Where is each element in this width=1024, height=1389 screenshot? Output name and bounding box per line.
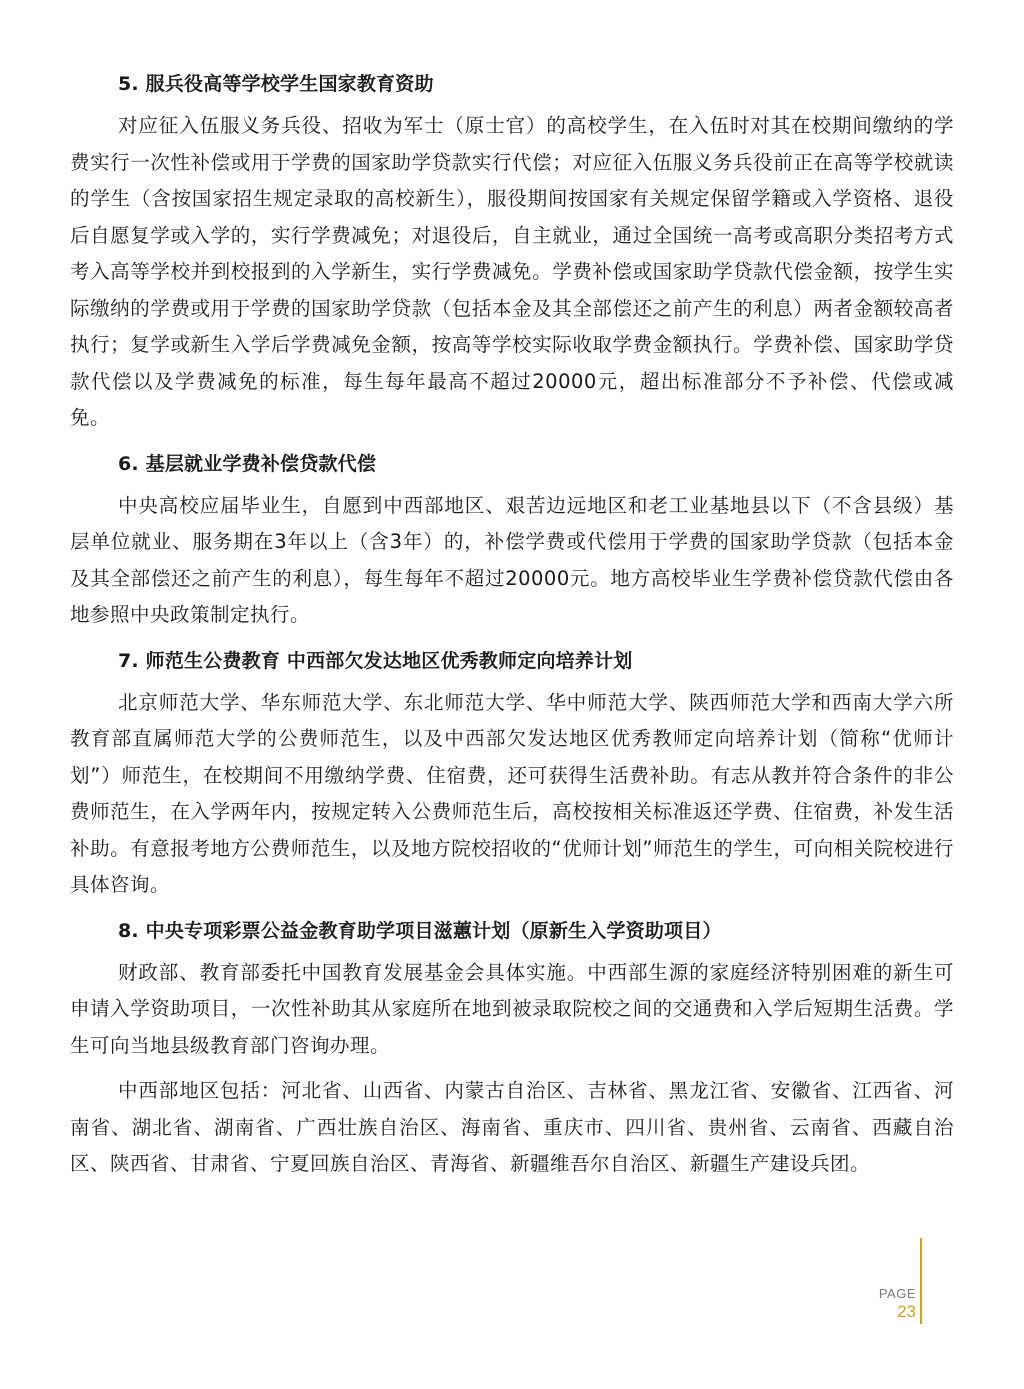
footer-divider: [920, 1238, 922, 1324]
section-6: [70, 446, 954, 634]
section-paragraph: 财政部、教育部委托中国教育发展基金会具体实施。中西部生源的家庭经济特别困难的新生可申请入学资助项目，一次性补助其从家庭所在地到被录取院校之间的交通费和入学后短期生活费。学生可向当地县级教育部门咨询办理。: [70, 960, 954, 1057]
section-paragraph: 中西部地区包括：河北省、山西省、内蒙古自治区、吉林省、黑龙江省、安徽省、江西省、河南省、湖北省、湖南省、广西壮族自治区、海南省、重庆市、四川省、贵州省、云南省、西藏自治区、陕西省、甘肃省、宁夏回族自治区、青海省、新疆维吾尔自治区、新疆生产建设兵团。: [70, 1079, 954, 1175]
page-label: PAGE: [878, 1286, 916, 1301]
section-paragraph: 中央高校应届毕业生，自愿到中西部地区、艰苦边远地区和老工业基地县以下（不含县级）基层单位就业、服务期在3年以上（含3年）的，补偿学费或代偿用于学费的国家助学贷款（包括本金及其全部偿还之前产生的利息），每生每年不超过20000元。地方高校毕业生学费补偿贷款代偿由各地参照中央政策制定执行。: [70, 493, 954, 626]
section-8: [70, 913, 954, 1183]
section-heading: 8. 中央专项彩票公益金教育助学项目滋蕙计划（原新生入学资助项目）: [118, 919, 722, 942]
section-heading: 6. 基层就业学费补偿贷款代偿: [118, 452, 377, 475]
document-body: [70, 66, 954, 1192]
section-5: [70, 66, 954, 437]
section-7: [70, 643, 954, 904]
section-heading: 5. 服兵役高等学校学生国家教育资助: [118, 73, 434, 95]
section-paragraph: 北京师范大学、华东师范大学、东北师范大学、华中师范大学、陕西师范大学和西南大学六所教育部直属师范大学的公费师范生，以及中西部欠发达地区优秀教师定向培养计划（简称“优师计划”）师范生，在校期间不用缴纳学费、住宿费，还可获得生活费补助。有志从教并符合条件的非公费师范生，在入学两年内，按规定转入公费师范生后，高校按相关标准返还学费、住宿费，补发生活补助。有意报考地方公费师范生，以及地方院校招收的“优师计划”师范生的学生，可向相关院校进行具体咨询。: [70, 690, 954, 896]
section-paragraph: 对应征入伍服义务兵役、招收为军士（原士官）的高校学生，在入伍时对其在校期间缴纳的学费实行一次性补偿或用于学费的国家助学贷款实行代偿；对应征入伍服义务兵役前正在高等学校就读的学生（含按国家招生规定录取的高校新生），服役期间按国家有关规定保留学籍或入学资格、退役后自愿复学或入学的，实行学费减免；对退役后，自主就业，通过全国统一高考或高职分类招考方式考入高等学校并到校报到的入学新生，实行学费减免。学费补偿或国家助学贷款代偿金额，按学生实际缴纳的学费或用于学费的国家助学贷款（包括本金及其全部偿还之前产生的利息）两者金额较高者执行；复学或新生入学后学费减免金额，按高等学校实际收取学费金额执行。学费补偿、国家助学贷款代偿以及学费减免的标准，每生每年最高不超过20000元，超出标准部分不予补偿、代偿或减免。: [70, 114, 954, 429]
page-number: 23: [897, 1302, 916, 1321]
section-heading: 7. 师范生公费教育 中西部欠发达地区优秀教师定向培养计划: [118, 649, 633, 672]
